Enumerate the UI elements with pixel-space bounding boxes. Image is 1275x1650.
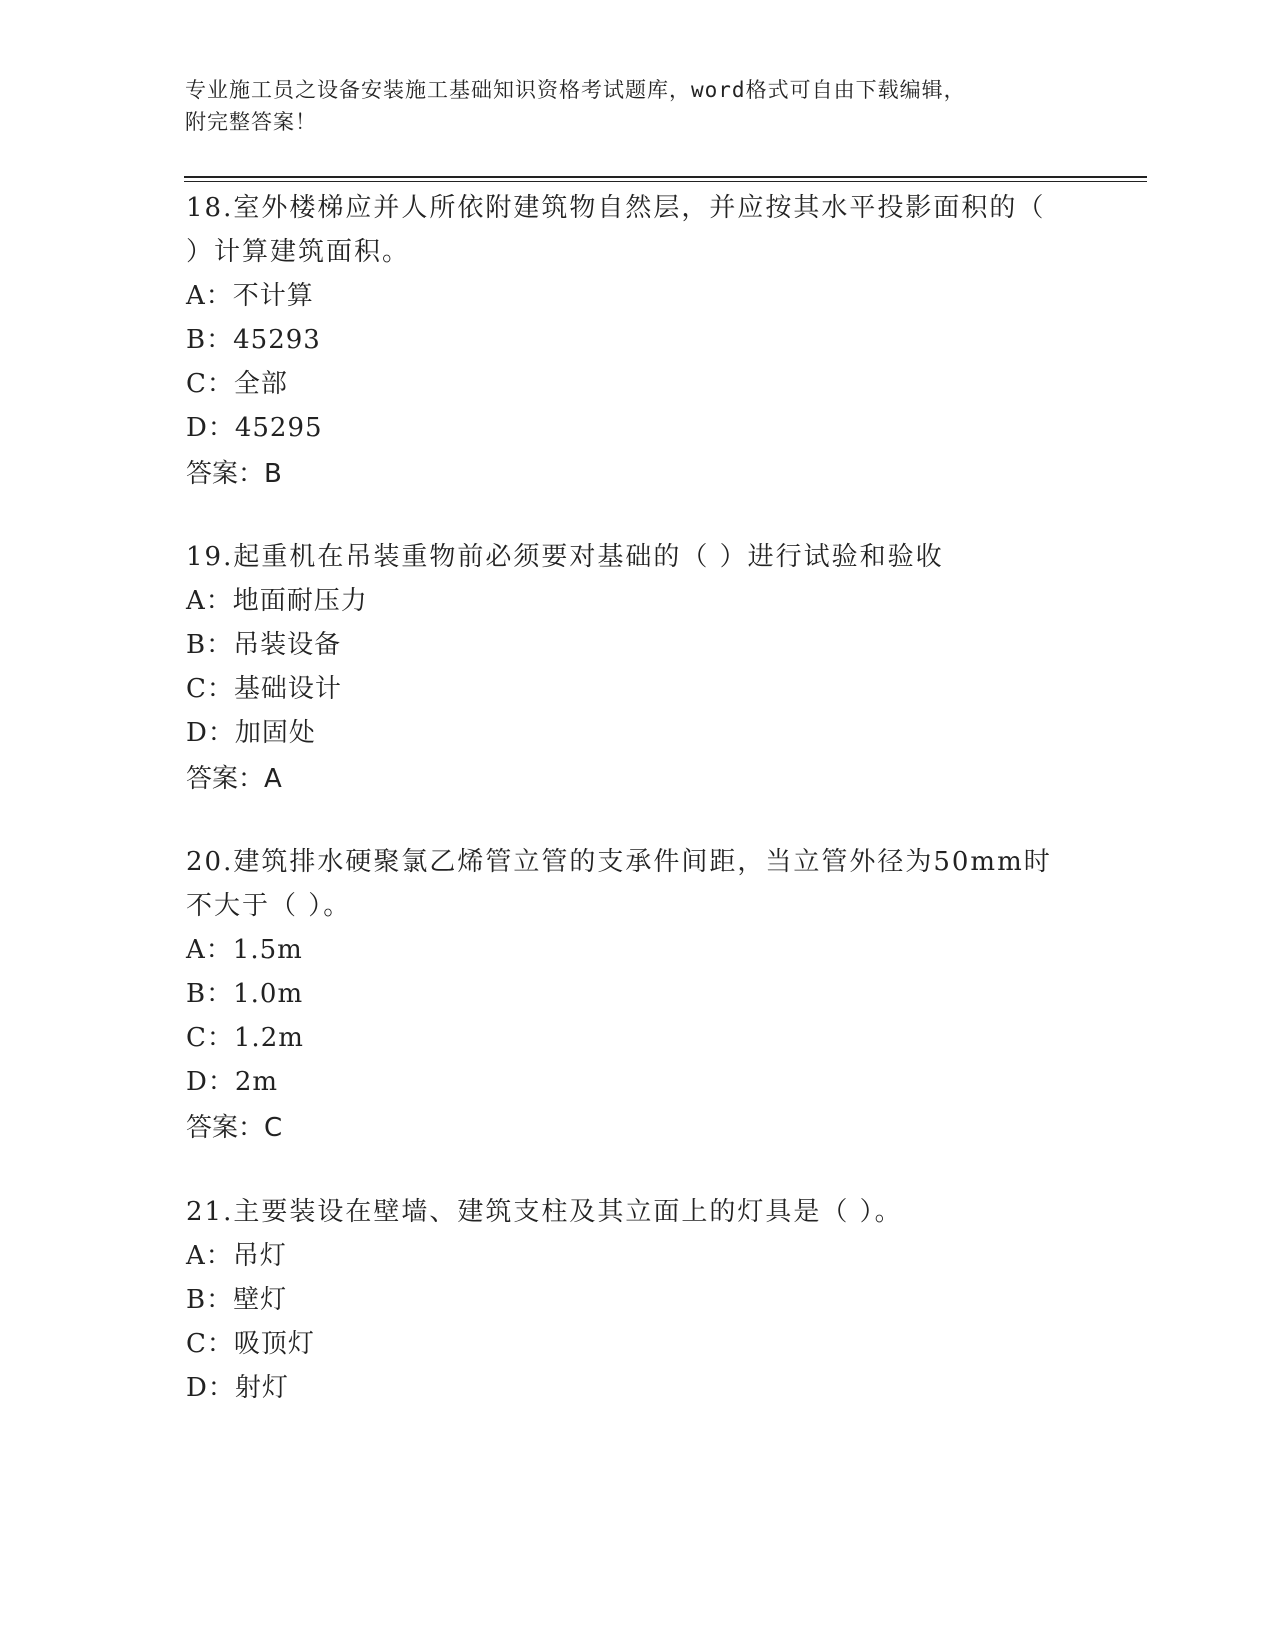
question-stem-line-1: 18.室外楼梯应并人所依附建筑物自然层，并应按其水平投影面积的（	[186, 193, 1046, 223]
option-d: D：射灯	[186, 1373, 289, 1403]
option-c: C：吸顶灯	[186, 1329, 315, 1359]
question-21	[186, 1190, 1086, 1410]
question-stem-line-2: ）计算建筑面积。	[186, 237, 411, 267]
option-c: C：1.2m	[186, 1023, 304, 1053]
question-stem-line-2: 不大于（ ）。	[186, 891, 352, 921]
option-a: A：地面耐压力	[186, 586, 368, 616]
question-stem-line-1: 21.主要装设在壁墙、建筑支柱及其立面上的灯具是（ ）。	[186, 1197, 903, 1227]
option-d: D：45295	[186, 413, 323, 443]
question-20	[186, 840, 1086, 1150]
question-stem-line-1: 20.建筑排水硬聚氯乙烯管立管的支承件间距，当立管外径为50mm时	[186, 847, 1052, 877]
header-line-1: 专业施工员之设备安装施工基础知识资格考试题库，word格式可自由下载编辑，	[185, 78, 966, 102]
header-divider-thin	[184, 181, 1147, 182]
option-b: B：1.0m	[186, 979, 304, 1009]
option-b: B：45293	[186, 325, 321, 355]
option-a: A：1.5m	[186, 935, 303, 965]
question-18	[186, 186, 1086, 496]
option-c: C：全部	[186, 369, 288, 399]
question-stem-line-1: 19.起重机在吊装重物前必须要对基础的（ ）进行试验和验收	[186, 542, 944, 572]
answer: 答案：B	[186, 459, 282, 489]
header-divider	[184, 176, 1147, 178]
document-header	[185, 74, 1055, 138]
option-b: B：吊装设备	[186, 630, 342, 660]
header-line-2: 附完整答案！	[185, 110, 317, 134]
option-a: A：不计算	[186, 281, 314, 311]
option-a: A：吊灯	[186, 1241, 287, 1271]
option-d: D：加固处	[186, 718, 316, 748]
answer: 答案：A	[186, 764, 282, 794]
option-d: D：2m	[186, 1067, 279, 1097]
option-b: B：壁灯	[186, 1285, 288, 1315]
answer: 答案：C	[186, 1113, 283, 1143]
option-c: C：基础设计	[186, 674, 342, 704]
question-19	[186, 535, 1086, 801]
